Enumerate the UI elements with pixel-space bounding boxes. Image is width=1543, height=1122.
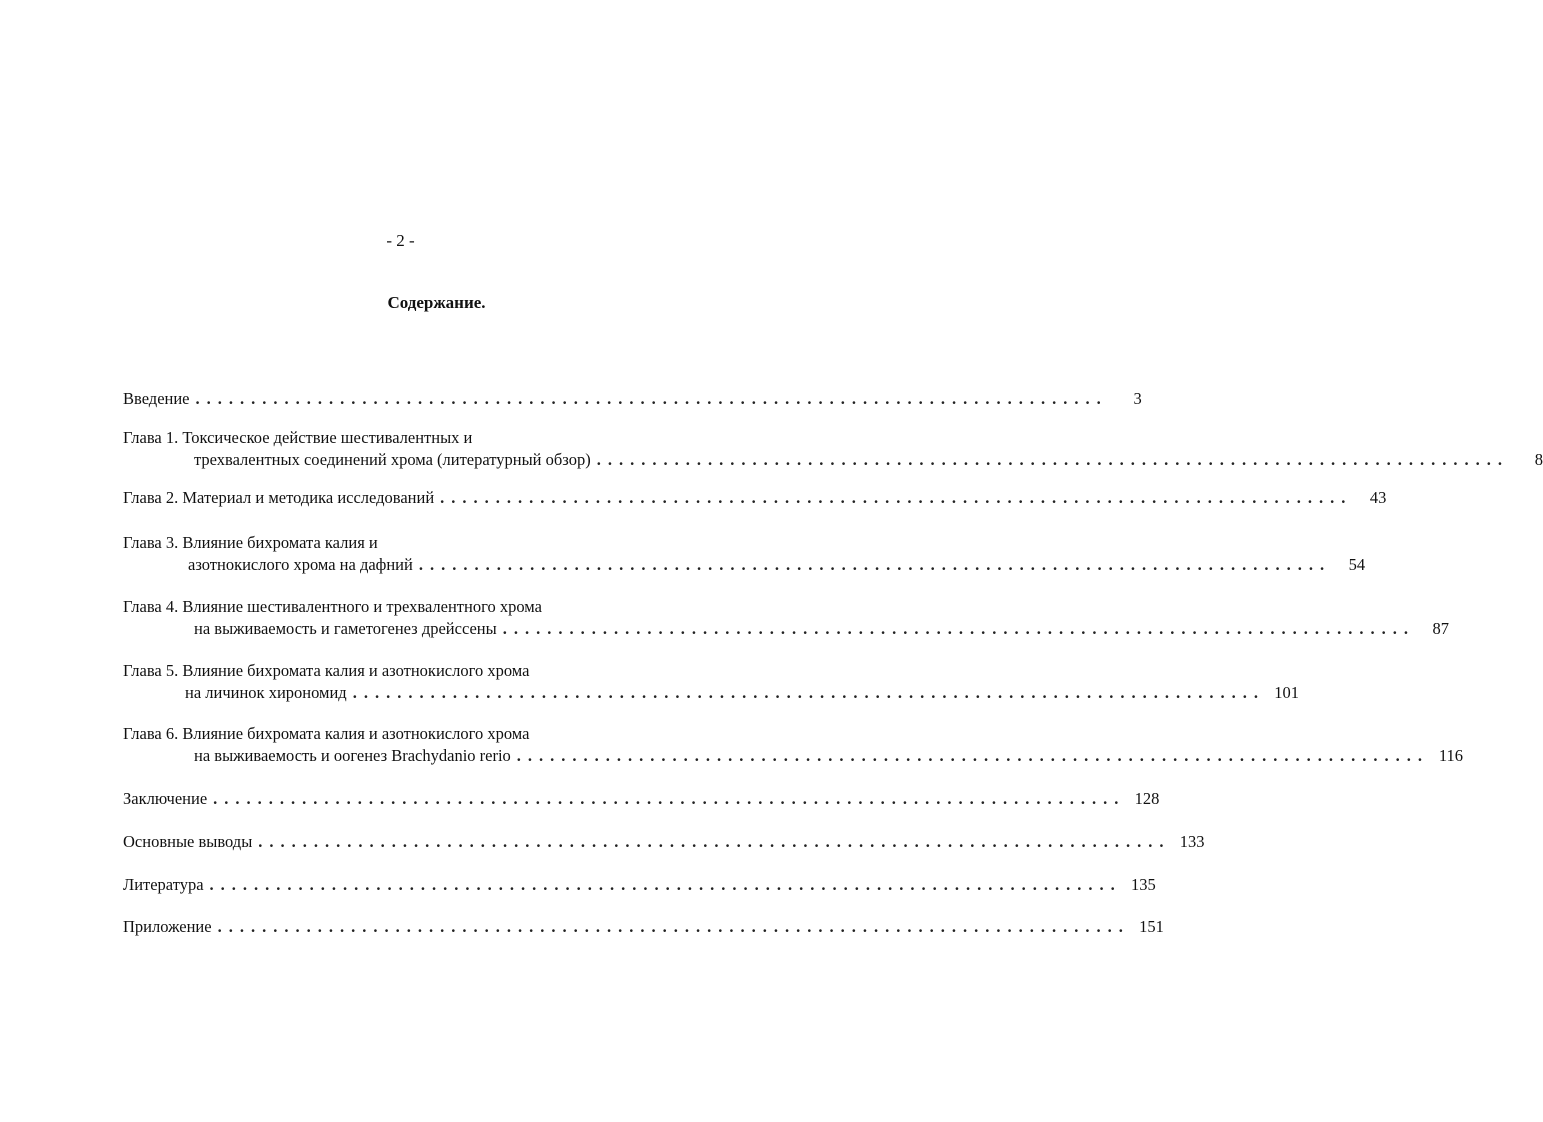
- toc-entry-conclusion[interactable]: [123, 788, 1160, 810]
- toc-entry-title: Введение: [123, 389, 190, 408]
- toc-title: Содержание.: [387, 293, 486, 312]
- toc-page-number: 133: [1179, 832, 1205, 851]
- toc-entry-title: Глава 1. Токсическое действие шестивалентных и: [123, 428, 473, 447]
- toc-entry-title-continued: на выживаемость и гаметогенез дрейссены: [194, 619, 497, 638]
- toc-entry-title: Глава 6. Влияние бихромата калия и азотнокислого хрома: [123, 724, 530, 743]
- toc-entry-title-continued: азотнокислого хрома на дафний: [188, 555, 413, 574]
- toc-entry-chapter-1[interactable]: [123, 427, 1543, 471]
- toc-entry-title-continued: на выживаемость и оогенез Brachydanio rerio: [194, 746, 511, 765]
- toc-entry-title: Глава 5. Влияние бихромата калия и азотнокислого хрома: [123, 661, 530, 680]
- toc-entry-title: Глава 2. Материал и методика исследований: [123, 488, 435, 507]
- toc-entry-appendix[interactable]: [123, 916, 1164, 938]
- toc-entry-title: Основные выводы: [123, 832, 253, 851]
- toc-page-number: 116: [1438, 746, 1464, 765]
- dot-leader: ..................................................................................: [516, 746, 1430, 765]
- toc-page-number: 3: [1133, 389, 1142, 408]
- toc-page-number: 43: [1369, 488, 1387, 507]
- toc-page-number: 8: [1534, 450, 1543, 469]
- dot-leader: ..................................................................................: [209, 875, 1122, 894]
- toc-entry-literature[interactable]: [123, 874, 1156, 896]
- toc-entry-title: Заключение: [123, 789, 208, 808]
- toc-page-number: 54: [1348, 555, 1366, 574]
- toc-page-number: 135: [1131, 875, 1156, 894]
- toc-page-number: 101: [1274, 683, 1299, 702]
- toc-page-number: 87: [1432, 619, 1449, 638]
- dot-leader: ..................................................................................: [195, 389, 1108, 408]
- toc-entry-chapter-4[interactable]: [123, 596, 1449, 640]
- dot-leader: ..................................................................................: [213, 789, 1126, 808]
- toc-entry-title: Литература: [123, 875, 204, 894]
- dot-leader: ..................................................................................: [418, 555, 1332, 574]
- toc-entry-chapter-6[interactable]: [123, 723, 1464, 767]
- toc-entry-title-continued: трехвалентных соединений хрома (литературный обзор): [194, 450, 591, 469]
- page-number: - 2 -: [386, 231, 415, 250]
- dot-leader: ..................................................................................: [440, 488, 1353, 507]
- dot-leader: ..................................................................................: [502, 619, 1415, 638]
- toc-entry-title: Приложение: [123, 917, 212, 936]
- toc-entry-title: Глава 3. Влияние бихромата калия и: [123, 533, 378, 552]
- dot-leader: ..................................................................................: [596, 450, 1509, 469]
- toc-entry-title-continued: на личинок хирономид: [185, 683, 347, 702]
- toc-entry-chapter-5[interactable]: [123, 660, 1299, 704]
- toc-page-number: 151: [1139, 917, 1164, 936]
- toc-entry-chapter-3[interactable]: [123, 532, 1366, 576]
- toc-entry-main-conclusions[interactable]: [123, 831, 1205, 853]
- toc-entry-chapter-2[interactable]: [123, 487, 1387, 509]
- toc-entry-introduction[interactable]: [123, 388, 1142, 410]
- dot-leader: ..................................................................................: [217, 917, 1130, 936]
- dot-leader: ..................................................................................: [352, 683, 1265, 702]
- dot-leader: ..................................................................................: [258, 832, 1171, 851]
- toc-entry-title: Глава 4. Влияние шестивалентного и трехвалентного хрома: [123, 597, 542, 616]
- toc-page-number: 128: [1134, 789, 1160, 808]
